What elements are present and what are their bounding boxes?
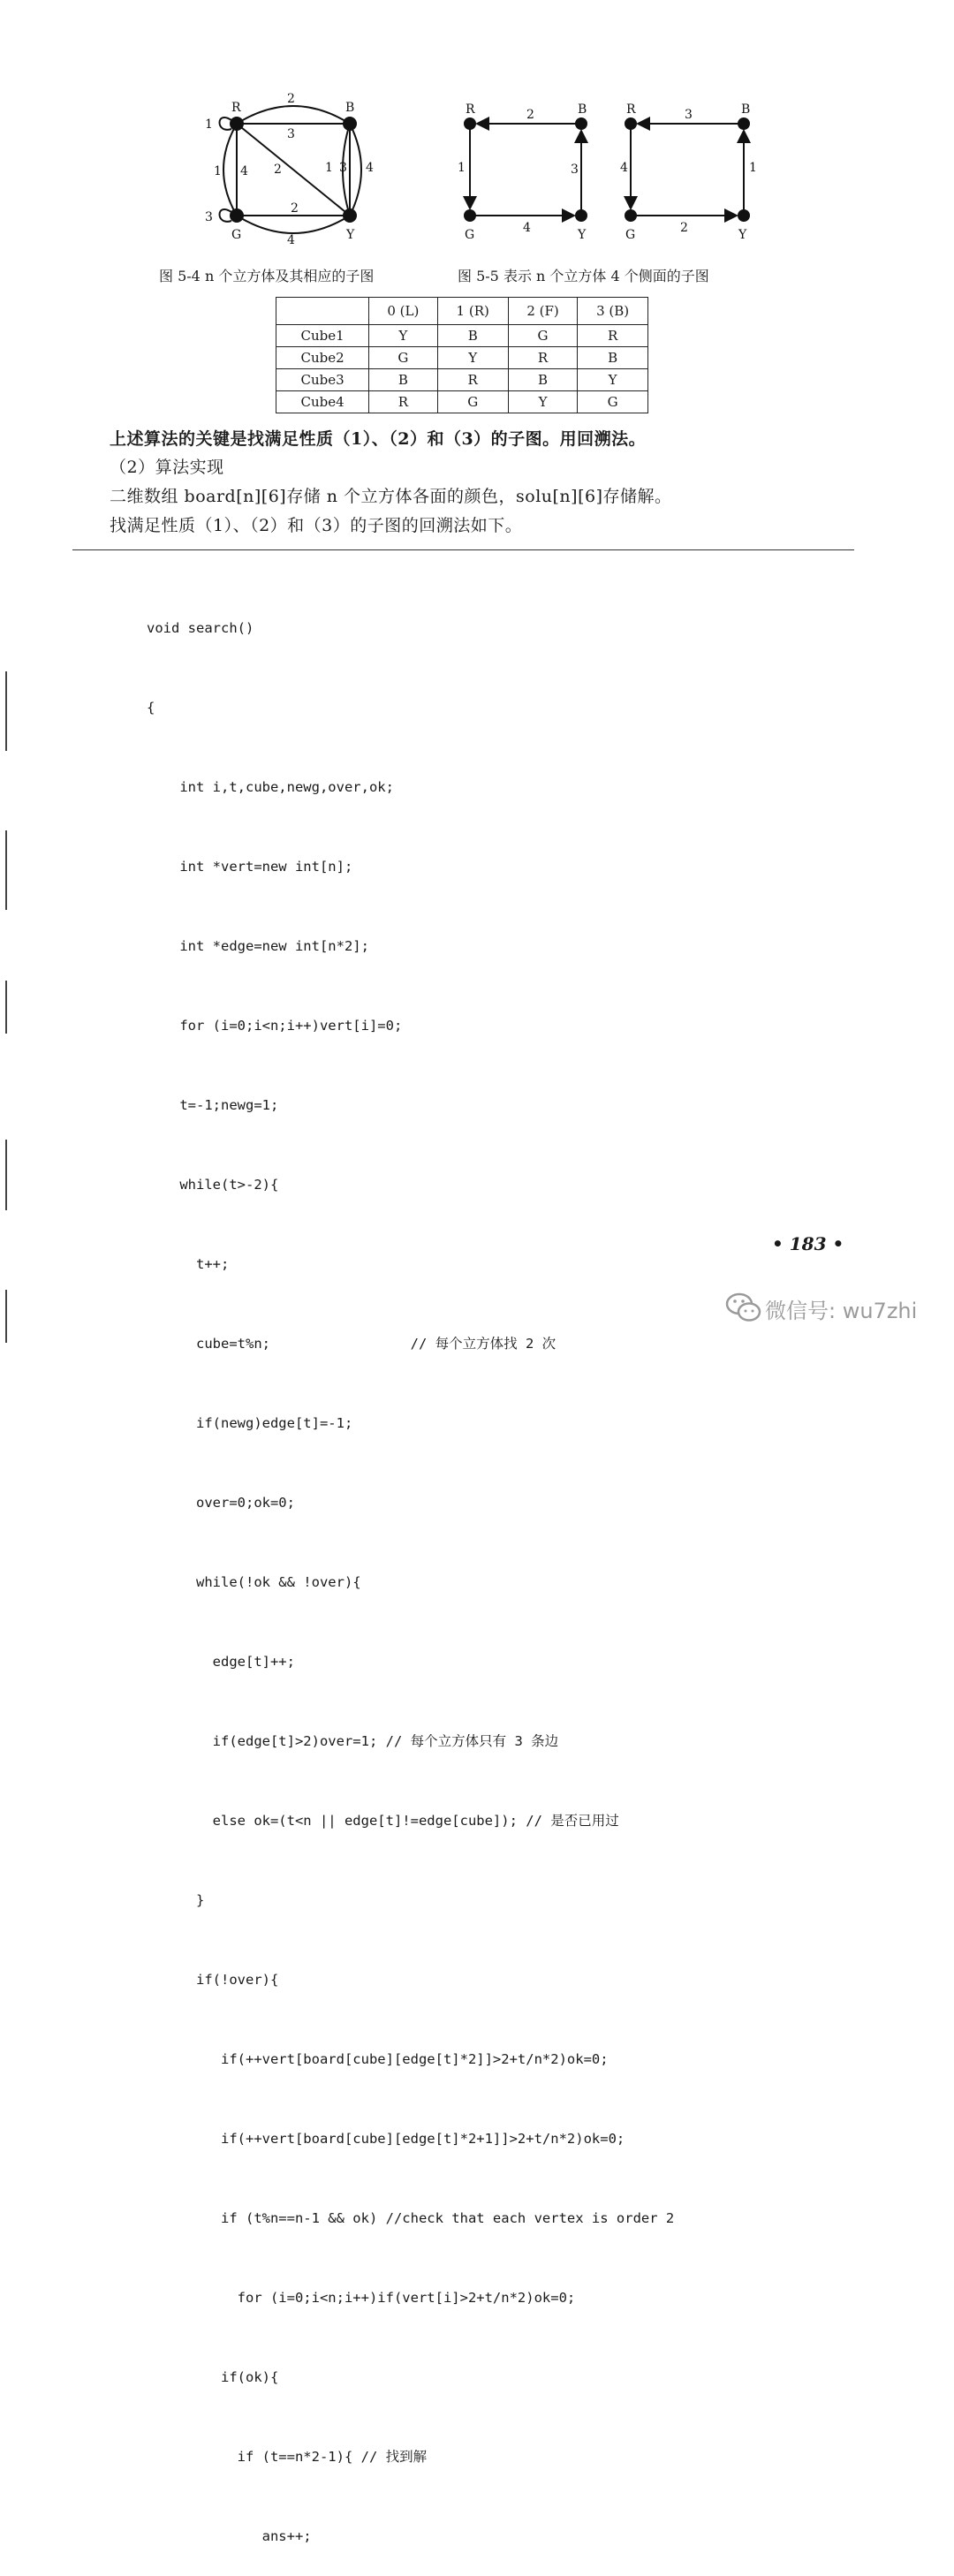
figure-5-4: [0, 0, 954, 265]
table-cell: Cube1: [276, 325, 369, 347]
table-header-cell: 1 (R): [437, 298, 508, 325]
table-cell: G: [437, 391, 508, 413]
table-cell: Cube2: [276, 347, 369, 369]
label-g: G: [231, 228, 242, 242]
code-line: if(ok){: [147, 2369, 279, 2385]
cube-color-table: [276, 297, 648, 413]
node-y: [343, 208, 357, 223]
code-line: if (t==n*2-1){ // 找到解: [147, 2449, 428, 2465]
code-line: else ok=(t<n || edge[t]!=edge[cube]); // 是否已用过: [147, 1813, 619, 1829]
paragraph-line: 上述算法的关键是找满足性质（1）、（2）和（3）的子图。用回溯法。: [110, 429, 647, 449]
label-b: B: [345, 101, 355, 115]
edge-label: 2: [291, 201, 299, 216]
table-cell: B: [508, 369, 577, 391]
label-r: R: [466, 102, 475, 117]
scan-mark: [5, 1140, 7, 1210]
edge-label: 1: [749, 161, 757, 175]
table-cell: Y: [578, 369, 648, 391]
edge-label: 2: [287, 92, 295, 106]
table-cell: B: [437, 325, 508, 347]
section-heading: （2）算法实现: [110, 458, 224, 477]
code-line: over=0;ok=0;: [147, 1495, 295, 1511]
table-cell: Y: [437, 347, 508, 369]
node-g: [230, 208, 244, 223]
code-line: {: [147, 700, 155, 716]
table-cell: Y: [369, 325, 437, 347]
scan-mark: [5, 1290, 7, 1343]
table-header-cell: 2 (F): [508, 298, 577, 325]
code-line: while(t>-2){: [147, 1177, 279, 1193]
code-line: t=-1;newg=1;: [147, 1097, 279, 1113]
watermark: 微信号: wu7zhi: [765, 1299, 918, 1323]
code-line: if(!over){: [147, 1972, 279, 1988]
table-row: [276, 325, 648, 347]
code-line: if (t%n==n-1 && ok) //check that each vertex is order 2: [147, 2210, 675, 2226]
label-g: G: [625, 228, 636, 242]
code-line: int *edge=new int[n*2];: [147, 938, 369, 954]
code-line: int i,t,cube,newg,over,ok;: [147, 779, 394, 795]
code-line: ans++;: [147, 2528, 312, 2544]
edge-label: 3: [685, 108, 693, 122]
scan-mark: [5, 671, 7, 751]
code-line: edge[t]++;: [147, 1654, 295, 1670]
edge-label: 1: [325, 161, 333, 175]
edge-label: 4: [620, 161, 628, 175]
paragraph-line: 找满足性质（1）、（2）和（3）的子图的回溯法如下。: [110, 516, 523, 535]
label-r: R: [231, 101, 241, 115]
code-line: if(newg)edge[t]=-1;: [147, 1415, 353, 1431]
edge-label: 3: [287, 127, 295, 141]
code-line: if(edge[t]>2)over=1; // 每个立方体只有 3 条边: [147, 1733, 559, 1749]
code-line: cube=t%n; // 每个立方体找 2 次: [147, 1336, 556, 1352]
edge-label: 4: [523, 221, 531, 235]
code-listing: [147, 562, 674, 2576]
node-b: [343, 117, 357, 131]
edge-label: 1: [458, 161, 466, 175]
code-line: for (i=0;i<n;i++)vert[i]=0;: [147, 1018, 403, 1034]
edge-label: 1: [205, 117, 213, 132]
table-cell: Cube4: [276, 391, 369, 413]
table-header-cell: 3 (B): [578, 298, 648, 325]
table-cell: Y: [508, 391, 577, 413]
edge-label: 4: [366, 161, 374, 175]
label-y: Y: [346, 228, 355, 242]
table-header-cell: [276, 298, 369, 325]
edge-label: 2: [526, 108, 534, 122]
table-cell: B: [578, 347, 648, 369]
figure-5-4-caption: 图 5-4 n 个立方体及其相应的子图: [159, 268, 375, 284]
table-row: [276, 391, 648, 413]
table-cell: R: [578, 325, 648, 347]
page-number: • 183 •: [772, 1233, 844, 1254]
label-y: Y: [578, 228, 587, 242]
wechat-icon: [724, 1290, 763, 1325]
edge-label: 2: [680, 221, 688, 235]
edge-label: 3: [571, 163, 579, 177]
label-b: B: [578, 102, 587, 117]
table-cell: G: [578, 391, 648, 413]
table-cell: R: [508, 347, 577, 369]
table-cell: R: [437, 369, 508, 391]
figure-5-5-caption: 图 5-5 表示 n 个立方体 4 个侧面的子图: [458, 268, 709, 284]
code-line: if(++vert[board[cube][edge[t]*2+1]]>2+t/n*2)ok=0;: [147, 2131, 625, 2147]
table-cell: R: [369, 391, 437, 413]
paragraph-line: 二维数组 board[n][6]存储 n 个立方体各面的颜色，solu[n][6]存储解。: [110, 487, 672, 506]
table-row: [276, 347, 648, 369]
label-g: G: [465, 228, 475, 242]
code-line: for (i=0;i<n;i++)if(vert[i]>2+t/n*2)ok=0;: [147, 2290, 576, 2306]
table-header-row: [276, 298, 648, 325]
node-r: [230, 117, 244, 131]
scan-mark: [5, 830, 7, 910]
edge-label: 1: [214, 164, 222, 178]
code-line: if(++vert[board[cube][edge[t]*2]]>2+t/n*2)ok=0;: [147, 2051, 609, 2067]
table-row: [276, 369, 648, 391]
table-cell: G: [508, 325, 577, 347]
code-line: t++;: [147, 1256, 230, 1272]
label-y: Y: [738, 228, 747, 242]
scan-mark: [5, 981, 7, 1034]
table-cell: G: [369, 347, 437, 369]
edge-label: 4: [287, 233, 295, 247]
edge-label: 4: [240, 164, 248, 178]
horizontal-rule: [72, 549, 854, 550]
code-line: void search(): [147, 620, 254, 636]
code-line: while(!ok && !over){: [147, 1574, 361, 1590]
edge-label: 2: [274, 163, 282, 177]
code-line: }: [147, 1892, 205, 1908]
table-cell: B: [369, 369, 437, 391]
table-cell: Cube3: [276, 369, 369, 391]
code-line: int *vert=new int[n];: [147, 859, 353, 875]
table-header-cell: 0 (L): [369, 298, 437, 325]
label-r: R: [626, 102, 636, 117]
label-b: B: [741, 102, 751, 117]
edge-label: 3: [339, 161, 347, 175]
edge-label: 3: [205, 210, 213, 224]
